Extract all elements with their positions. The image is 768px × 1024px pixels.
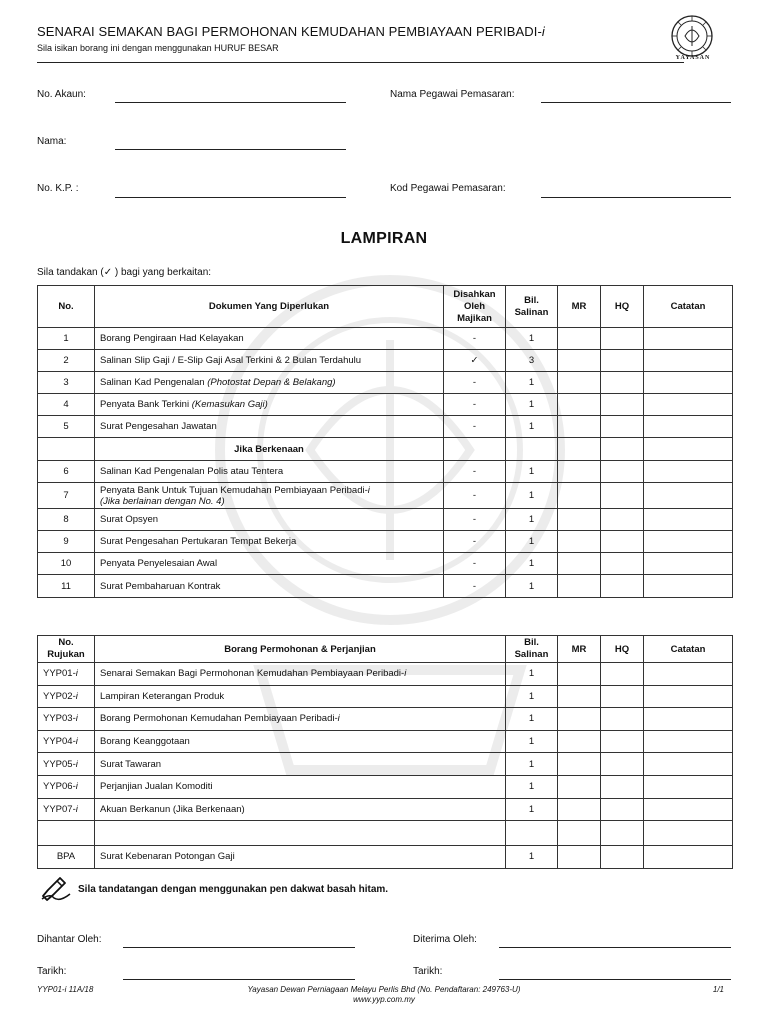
lampiran-title: LAMPIRAN <box>340 230 428 247</box>
col-bil-2: Bil. Salinan <box>506 636 558 663</box>
row-number: 8 <box>38 509 95 531</box>
form-subtitle: Sila isikan borang ini dengan menggunakan HURUF BESAR <box>37 43 279 53</box>
hq-cell[interactable] <box>601 798 644 821</box>
form-name: Surat Kebenaran Potongan Gaji <box>95 846 506 869</box>
disahkan-cell[interactable]: - <box>444 509 506 531</box>
table-row <box>38 328 733 350</box>
hq-cell[interactable] <box>601 708 644 731</box>
nama-pegawai-field[interactable] <box>541 102 731 103</box>
catatan-cell[interactable] <box>644 483 733 509</box>
document-name: Surat Pembaharuan Kontrak <box>95 575 444 598</box>
col-no-rujukan: No. Rujukan <box>38 636 95 663</box>
col-hq-2: HQ <box>601 636 644 663</box>
disahkan-cell[interactable]: - <box>444 461 506 483</box>
col-no: No. <box>38 286 95 328</box>
hq-cell[interactable] <box>601 531 644 553</box>
document-name: Penyata Penyelesaian Awal <box>95 553 444 575</box>
col-mr: MR <box>558 286 601 328</box>
bil-salinan-cell: 1 <box>506 685 558 708</box>
row-number: 10 <box>38 553 95 575</box>
pen-icon <box>40 874 72 902</box>
mr-cell[interactable] <box>558 846 601 869</box>
mr-cell[interactable] <box>558 461 601 483</box>
mr-cell[interactable] <box>558 575 601 598</box>
row-number: 9 <box>38 531 95 553</box>
table-row <box>38 685 733 708</box>
row-number: 5 <box>38 416 95 438</box>
catatan-cell[interactable] <box>644 553 733 575</box>
tick-icon: ✓ <box>103 267 113 278</box>
mr-cell[interactable] <box>558 509 601 531</box>
form-name: Akuan Berkanun (Jika Berkenaan) <box>95 798 506 821</box>
table-row <box>38 553 733 575</box>
document-name: Salinan Slip Gaji / E-Slip Gaji Asal Terkini & 2 Bulan Terdahulu <box>95 350 444 372</box>
kod-pegawai-label: Kod Pegawai Pemasaran: <box>390 183 506 194</box>
disahkan-cell[interactable]: - <box>444 483 506 509</box>
disahkan-cell[interactable]: - <box>444 553 506 575</box>
mr-cell[interactable] <box>558 350 601 372</box>
document-name: Penyata Bank Terkini (Kemasukan Gaji) <box>95 394 444 416</box>
catatan-cell[interactable] <box>644 531 733 553</box>
form-name: Borang Permohonan Kemudahan Pembiayaan Peribadi-i <box>95 708 506 731</box>
no-akaun-field[interactable] <box>115 102 346 103</box>
form-name: Perjanjian Jualan Komoditi <box>95 775 506 798</box>
catatan-cell[interactable] <box>644 753 733 776</box>
diterima-label: Diterima Oleh: <box>413 934 477 945</box>
col-catatan: Catatan <box>644 286 733 328</box>
sign-note: Sila tandatangan dengan menggunakan pen dakwat basah hitam. <box>78 884 389 895</box>
document-name: Salinan Kad Pengenalan Polis atau Tentera <box>95 461 444 483</box>
row-number: 4 <box>38 394 95 416</box>
catatan-cell[interactable] <box>644 461 733 483</box>
hq-cell[interactable] <box>601 328 644 350</box>
mr-cell[interactable] <box>558 821 601 846</box>
table-row <box>38 730 733 753</box>
footer-page-number: 1/1 <box>712 985 724 994</box>
catatan-cell[interactable] <box>644 846 733 869</box>
mr-cell[interactable] <box>558 372 601 394</box>
col-hq: HQ <box>601 286 644 328</box>
ref-number: YYP03-i <box>38 708 95 731</box>
ref-number <box>38 821 95 846</box>
ref-number: YYP05-i <box>38 753 95 776</box>
nama-pegawai-label: Nama Pegawai Pemasaran: <box>390 89 515 100</box>
mr-cell[interactable] <box>558 730 601 753</box>
bil-salinan-cell: 1 <box>506 753 558 776</box>
col-dokumen: Dokumen Yang Diperlukan <box>95 286 444 328</box>
hq-cell[interactable] <box>601 821 644 846</box>
hq-cell[interactable] <box>601 372 644 394</box>
table-row <box>38 575 733 598</box>
catatan-cell[interactable] <box>644 775 733 798</box>
disahkan-cell[interactable]: - <box>444 531 506 553</box>
nama-label: Nama: <box>37 136 67 147</box>
tarikh-left-label: Tarikh: <box>37 966 67 977</box>
no-kp-field[interactable] <box>115 197 346 198</box>
table-row <box>38 775 733 798</box>
bil-salinan-cell: 1 <box>506 531 558 553</box>
no-kp-label: No. K.P. : <box>37 183 79 194</box>
bil-salinan-cell: 1 <box>506 328 558 350</box>
catatan-cell[interactable] <box>644 328 733 350</box>
document-name: Surat Pengesahan Pertukaran Tempat Bekerja <box>95 531 444 553</box>
form-name: Senarai Semakan Bagi Permohonan Kemudahan Pembiayaan Peribadi-i <box>95 663 506 686</box>
table-row <box>38 531 733 553</box>
catatan-cell[interactable] <box>644 509 733 531</box>
bil-salinan-cell: 1 <box>506 509 558 531</box>
hq-cell[interactable] <box>601 775 644 798</box>
hq-cell[interactable] <box>601 753 644 776</box>
catatan-cell[interactable] <box>644 663 733 686</box>
col-disahkan: Disahkan Oleh Majikan <box>444 286 506 328</box>
catatan-cell[interactable] <box>644 416 733 438</box>
bil-salinan-cell: 1 <box>506 798 558 821</box>
row-number: 11 <box>38 575 95 598</box>
tarikh-left-field[interactable] <box>123 979 355 980</box>
mr-cell[interactable] <box>558 328 601 350</box>
mr-cell[interactable] <box>558 416 601 438</box>
catatan-cell[interactable] <box>644 372 733 394</box>
catatan-cell[interactable] <box>644 394 733 416</box>
table-row <box>38 663 733 686</box>
table-row <box>38 821 733 846</box>
form-title: SENARAI SEMAKAN BAGI PERMOHONAN KEMUDAHAN PEMBIAYAAN PERIBADI-i <box>37 24 545 39</box>
catatan-cell[interactable] <box>644 685 733 708</box>
bil-salinan-cell: 1 <box>506 575 558 598</box>
mr-cell[interactable] <box>558 531 601 553</box>
hq-cell[interactable] <box>601 461 644 483</box>
hq-cell[interactable] <box>601 394 644 416</box>
table-row <box>38 708 733 731</box>
catatan-cell[interactable] <box>644 821 733 846</box>
ref-number: YYP07-i <box>38 798 95 821</box>
hq-cell[interactable] <box>601 685 644 708</box>
ref-number: BPA <box>38 846 95 869</box>
footer-form-code: YYP01-i 11A/18 <box>37 985 94 994</box>
table-row <box>38 394 733 416</box>
header-divider <box>37 62 684 63</box>
disahkan-cell[interactable]: - <box>444 575 506 598</box>
row-number: 2 <box>38 350 95 372</box>
mr-cell[interactable] <box>558 685 601 708</box>
ref-number: YYP06-i <box>38 775 95 798</box>
row-number: 7 <box>38 483 95 509</box>
table-row <box>38 350 733 372</box>
table-row <box>38 798 733 821</box>
catatan-cell[interactable] <box>644 798 733 821</box>
bil-salinan-cell: 1 <box>506 553 558 575</box>
dihantar-label: Dihantar Oleh: <box>37 934 102 945</box>
no-akaun-label: No. Akaun: <box>37 89 86 100</box>
bil-salinan-cell: 1 <box>506 846 558 869</box>
document-name: Salinan Kad Pengenalan (Photostat Depan & Belakang) <box>95 372 444 394</box>
bil-salinan-cell: 1 <box>506 483 558 509</box>
disahkan-cell[interactable]: - <box>444 394 506 416</box>
logo-text: YAYASAN <box>675 55 711 61</box>
diterima-field[interactable] <box>499 947 731 948</box>
col-catatan-2: Catatan <box>644 636 733 663</box>
table-row <box>38 753 733 776</box>
footer-company: Yayasan Dewan Perniagaan Melayu Perlis Bhd (No. Pendaftaran: 249763-U) www.yyp.com.my <box>0 985 768 1005</box>
row-number: 3 <box>38 372 95 394</box>
dihantar-field[interactable] <box>123 947 355 948</box>
forms-table <box>37 635 733 869</box>
disahkan-cell[interactable]: - <box>444 416 506 438</box>
documents-table <box>37 285 733 598</box>
form-name: Surat Tawaran <box>95 753 506 776</box>
bil-salinan-cell: 1 <box>506 372 558 394</box>
col-bil: Bil. Salinan <box>506 286 558 328</box>
catatan-cell[interactable] <box>644 350 733 372</box>
bil-salinan-cell: 1 <box>506 394 558 416</box>
hq-cell[interactable] <box>601 416 644 438</box>
disahkan-cell[interactable]: - <box>444 372 506 394</box>
table-row <box>38 372 733 394</box>
hq-cell[interactable] <box>601 846 644 869</box>
document-name: Surat Pengesahan Jawatan <box>95 416 444 438</box>
table-row <box>38 509 733 531</box>
document-name: Borang Pengiraan Had Kelayakan <box>95 328 444 350</box>
disahkan-cell[interactable]: - <box>444 328 506 350</box>
mr-cell[interactable] <box>558 753 601 776</box>
catatan-cell[interactable] <box>644 708 733 731</box>
hq-cell[interactable] <box>601 553 644 575</box>
table-row <box>38 416 733 438</box>
tarikh-right-label: Tarikh: <box>413 966 443 977</box>
mr-cell[interactable] <box>558 553 601 575</box>
table-row <box>38 483 733 509</box>
mr-cell[interactable] <box>558 798 601 821</box>
tarikh-right-field[interactable] <box>499 979 731 980</box>
document-name: Penyata Bank Untuk Tujuan Kemudahan Pembiayaan Peribadi-i (Jika berlainan dengan No. 4) <box>95 483 444 509</box>
col-borang: Borang Permohonan & Perjanjian <box>95 636 506 663</box>
bil-salinan-cell: 1 <box>506 775 558 798</box>
table-row <box>38 461 733 483</box>
mr-cell[interactable] <box>558 394 601 416</box>
ref-number: YYP01-i <box>38 663 95 686</box>
hq-cell[interactable] <box>601 483 644 509</box>
section-row <box>38 438 733 461</box>
mr-cell[interactable] <box>558 775 601 798</box>
form-name: Borang Keanggotaan <box>95 730 506 753</box>
bil-salinan-cell <box>506 821 558 846</box>
form-name <box>95 821 506 846</box>
hq-cell[interactable] <box>601 350 644 372</box>
disahkan-cell[interactable]: ✓ <box>444 350 506 372</box>
bil-salinan-cell: 1 <box>506 708 558 731</box>
bil-salinan-cell: 1 <box>506 663 558 686</box>
footer-website: www.yyp.com.my <box>353 995 415 1004</box>
mr-cell[interactable] <box>558 663 601 686</box>
hq-cell[interactable] <box>601 575 644 598</box>
hq-cell[interactable] <box>601 509 644 531</box>
nama-field[interactable] <box>115 149 346 150</box>
form-name: Lampiran Keterangan Produk <box>95 685 506 708</box>
document-name: Surat Opsyen <box>95 509 444 531</box>
kod-pegawai-field[interactable] <box>541 197 731 198</box>
mr-cell[interactable] <box>558 708 601 731</box>
table-row <box>38 846 733 869</box>
bil-salinan-cell: 1 <box>506 461 558 483</box>
ref-number: YYP02-i <box>38 685 95 708</box>
hq-cell[interactable] <box>601 663 644 686</box>
ref-number: YYP04-i <box>38 730 95 753</box>
row-number: 1 <box>38 328 95 350</box>
hq-cell[interactable] <box>601 730 644 753</box>
section-label: Jika Berkenaan <box>95 438 444 461</box>
bil-salinan-cell: 1 <box>506 730 558 753</box>
bil-salinan-cell: 1 <box>506 416 558 438</box>
mr-cell[interactable] <box>558 483 601 509</box>
catatan-cell[interactable] <box>644 575 733 598</box>
instruction-text: Sila tandakan (✓ ) bagi yang berkaitan: <box>37 267 212 278</box>
row-number: 6 <box>38 461 95 483</box>
bil-salinan-cell: 3 <box>506 350 558 372</box>
col-mr-2: MR <box>558 636 601 663</box>
catatan-cell[interactable] <box>644 730 733 753</box>
